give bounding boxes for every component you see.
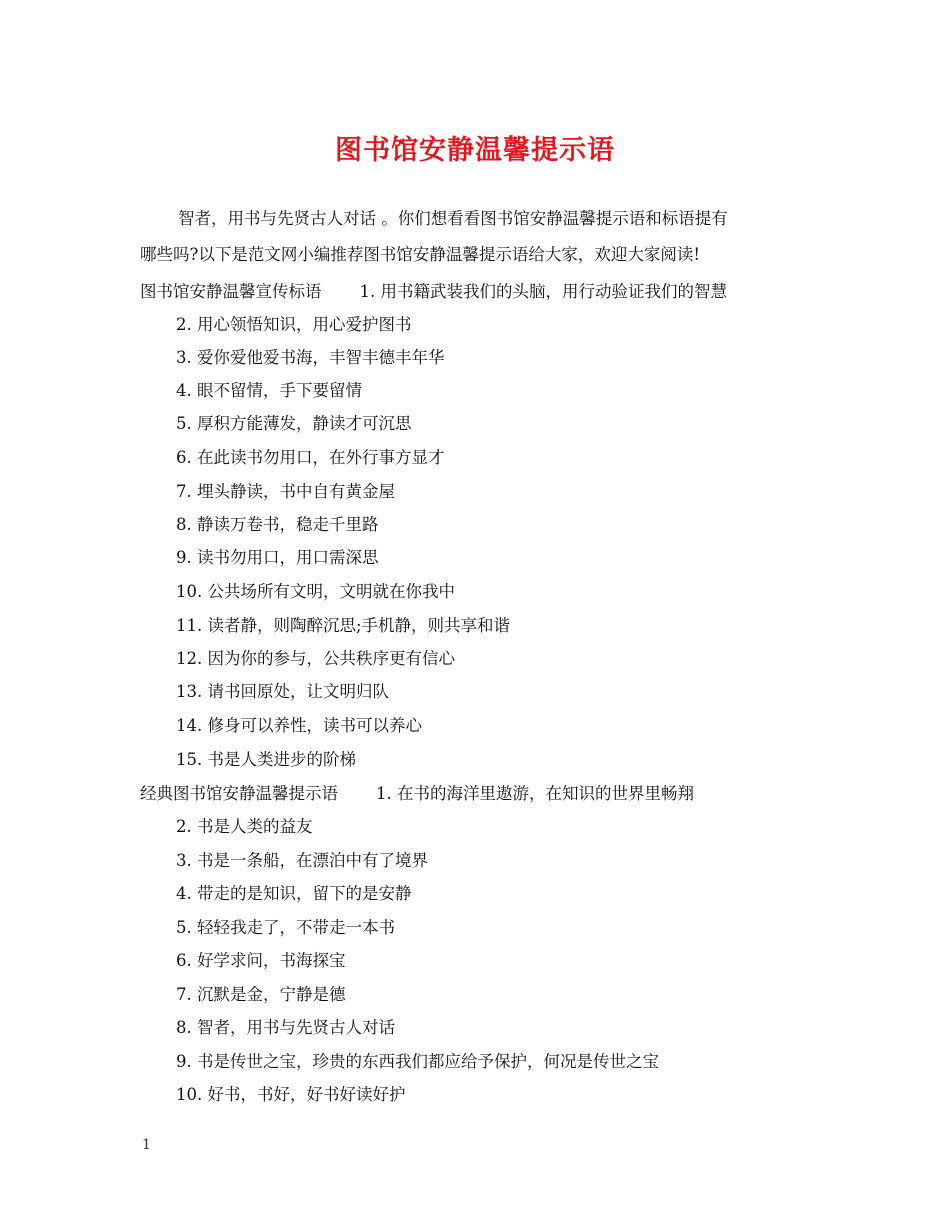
list-item: 6. 好学求问，书海探宝	[176, 951, 346, 970]
page-number: 1	[142, 1137, 151, 1153]
list-item: 4. 带走的是知识，留下的是安静	[176, 884, 412, 903]
section-heading: 图书馆安静温馨宣传标语	[140, 282, 322, 301]
section-heading-row	[140, 282, 727, 302]
list-item: 1. 在书的海洋里遨游，在知识的世界里畅翔	[376, 784, 694, 803]
list-item: 12. 因为你的参与，公共秩序更有信心	[176, 649, 455, 668]
list-item: 11. 读者静，则陶醉沉思;手机静，则共享和谐	[176, 616, 511, 635]
intro-paragraph-line-2: 哪些吗?以下是范文网小编推荐图书馆安静温馨提示语给大家，欢迎大家阅读!	[140, 245, 700, 264]
list-item: 8. 智者，用书与先贤古人对话	[176, 1018, 395, 1037]
list-item: 6. 在此读书勿用口，在外行事方显才	[176, 448, 445, 467]
list-item: 10. 公共场所有文明，文明就在你我中	[176, 582, 455, 601]
list-item: 15. 书是人类进步的阶梯	[176, 750, 356, 769]
list-item: 5. 厚积方能薄发，静读才可沉思	[176, 414, 412, 433]
list-item: 5. 轻轻我走了，不带走一本书	[176, 918, 395, 937]
section-heading: 经典图书馆安静温馨提示语	[140, 784, 338, 803]
list-item: 1. 用书籍武装我们的头脑，用行动验证我们的智慧	[359, 282, 727, 301]
list-item: 8. 静读万卷书，稳走千里路	[176, 515, 379, 534]
list-item: 2. 用心领悟知识，用心爱护图书	[176, 315, 412, 334]
list-item: 14. 修身可以养性，读书可以养心	[176, 716, 422, 735]
list-item: 10. 好书，书好，好书好读好护	[176, 1085, 406, 1104]
list-item: 4. 眼不留情，手下要留情	[176, 381, 362, 400]
list-item: 3. 爱你爱他爱书海，丰智丰德丰年华	[176, 348, 445, 367]
list-item: 9. 读书勿用口，用口需深思	[176, 548, 379, 567]
list-item: 3. 书是一条船，在漂泊中有了境界	[176, 851, 428, 870]
list-item: 7. 埋头静读，书中自有黄金屋	[176, 482, 395, 501]
list-item: 9. 书是传世之宝，珍贵的东西我们都应给予保护，何况是传世之宝	[176, 1052, 659, 1071]
list-item: 7. 沉默是金，宁静是德	[176, 985, 346, 1004]
page-title: 图书馆安静温馨提示语	[335, 135, 615, 166]
list-item: 2. 书是人类的益友	[176, 817, 313, 836]
intro-paragraph-line-1: 智者，用书与先贤古人对话 。你们想看看图书馆安静温馨提示语和标语提有	[178, 209, 728, 228]
section-heading-row	[140, 784, 694, 804]
list-item: 13. 请书回原处，让文明归队	[176, 682, 389, 701]
